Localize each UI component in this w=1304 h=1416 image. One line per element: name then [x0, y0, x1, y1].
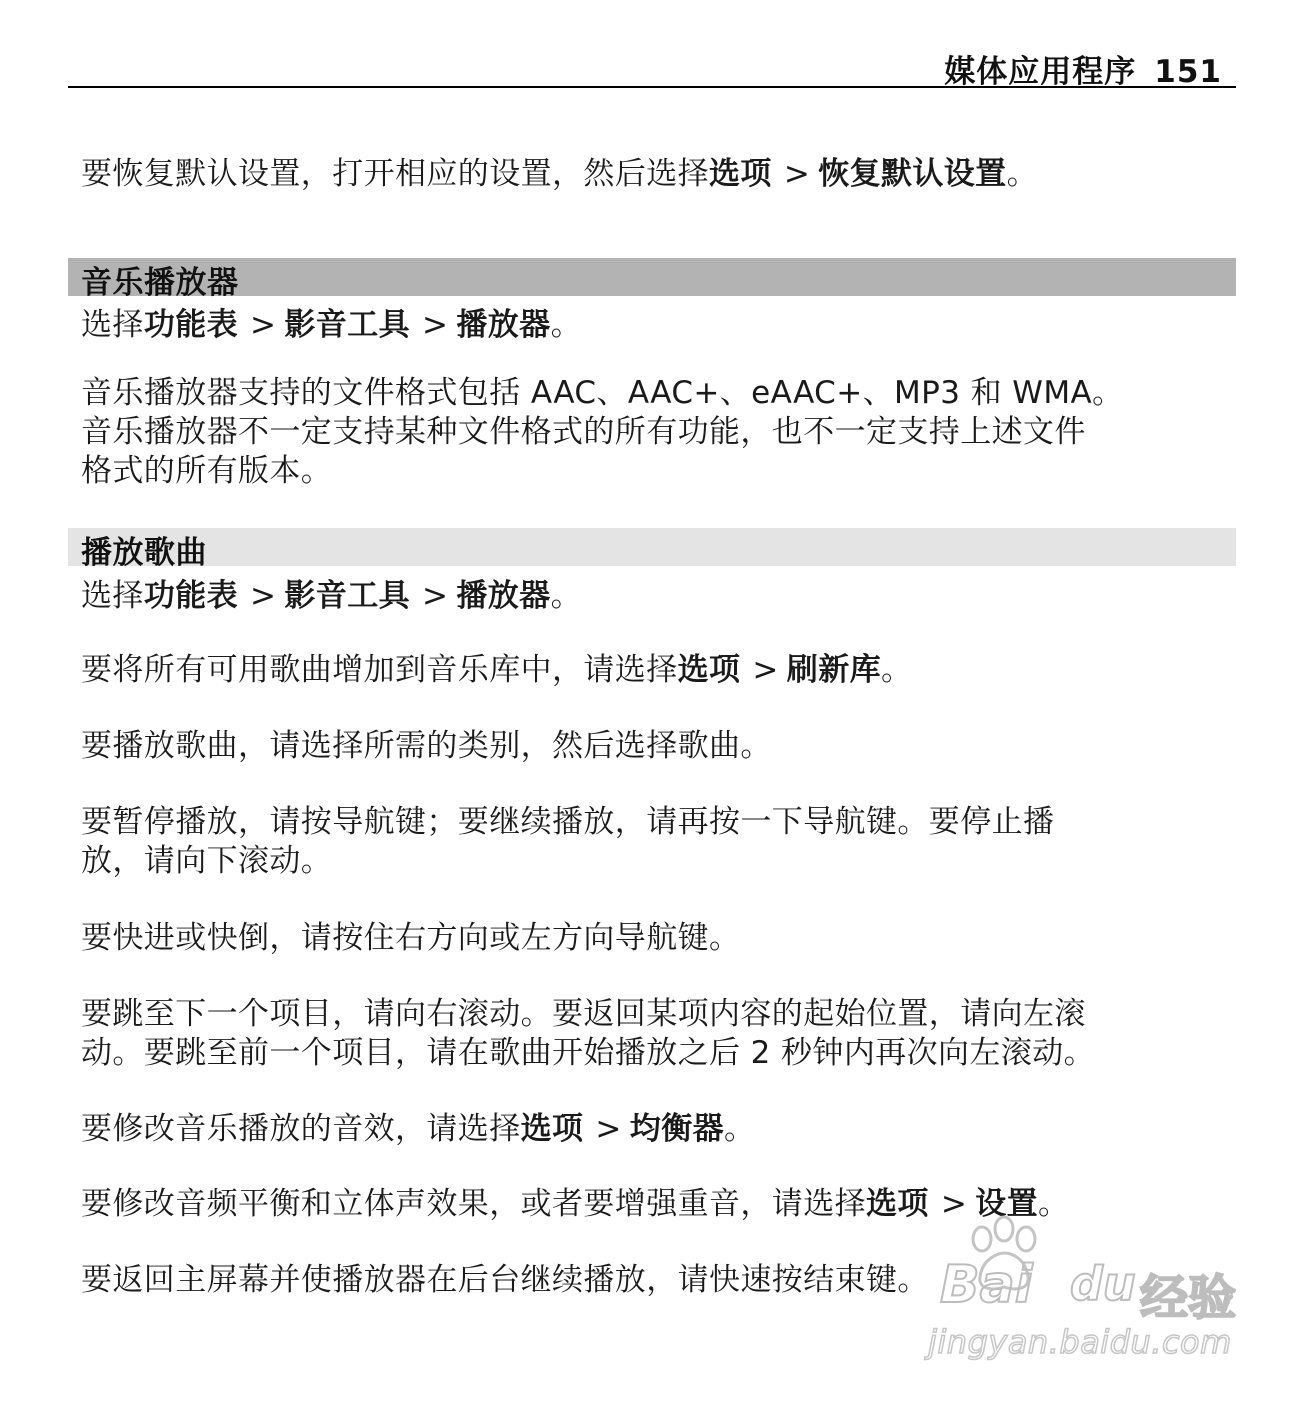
nav-end: 。	[550, 307, 582, 343]
background-play-paragraph	[81, 1261, 1231, 1300]
settings-separator: >	[940, 1186, 968, 1222]
eq-text: 要修改音乐播放的音效，请选择	[81, 1111, 521, 1147]
header-text	[944, 46, 1222, 91]
music-player-description	[81, 374, 1231, 491]
section-title: 播放歌曲	[81, 535, 207, 571]
desc-line: 音乐播放器支持的文件格式包括 AAC、AAC+、eAAC+、MP3 和 WMA。	[81, 375, 1124, 411]
pause-line: 放，请向下滚动。	[81, 843, 333, 879]
audio-settings-paragraph	[81, 1185, 1231, 1224]
pause-paragraph	[81, 803, 1231, 881]
refresh-separator: >	[752, 652, 779, 688]
intro-menu-options: 选项	[709, 156, 772, 192]
nav-menu: 功能表	[143, 307, 239, 343]
settings-end: 。	[1038, 1186, 1070, 1222]
nav-separator: >	[422, 307, 449, 343]
equalizer-paragraph	[81, 1110, 1231, 1149]
intro-separator: >	[783, 156, 811, 192]
settings-menu-options: 选项	[866, 1186, 929, 1222]
refresh-menu-options: 选项	[677, 652, 741, 688]
watermark-du: du	[1070, 1257, 1136, 1311]
section-heading-music-player	[68, 258, 1236, 301]
eq-separator: >	[595, 1111, 622, 1147]
page-number: 151	[1154, 54, 1222, 90]
section-heading-play-songs	[68, 528, 1236, 571]
nav-end: 。	[550, 578, 582, 614]
intro-paragraph	[81, 155, 1231, 194]
eq-menu-options: 选项	[520, 1111, 584, 1147]
settings-menu-settings: 设置	[975, 1186, 1038, 1222]
play-text: 要播放歌曲，请选择所需的类别，然后选择歌曲。	[81, 728, 772, 764]
nav-prefix: 选择	[81, 307, 144, 343]
skip-line: 要跳至下一个项目，请向右滚动。要返回某项内容的起始位置，请向左滚	[81, 996, 1086, 1032]
nav-media-tools: 影音工具	[284, 307, 410, 343]
desc-line: 格式的所有版本。	[81, 453, 333, 489]
nav-media-tools: 影音工具	[284, 578, 410, 614]
nav-separator: >	[422, 578, 449, 614]
intro-end: 。	[1006, 156, 1038, 192]
section-title: 音乐播放器	[81, 265, 239, 301]
nav-player: 播放器	[456, 307, 551, 343]
desc-line: 音乐播放器不一定支持某种文件格式的所有功能，也不一定支持上述文件	[81, 414, 1086, 450]
watermark-bai: Bai	[940, 1255, 1033, 1315]
nav-player: 播放器	[456, 578, 551, 614]
play-song-paragraph	[81, 727, 1231, 766]
refresh-menu-refresh-library: 刷新库	[786, 652, 881, 688]
fast-forward-paragraph	[81, 919, 1231, 958]
refresh-library-paragraph	[81, 651, 1231, 690]
ffrw-text: 要快进或快倒，请按住右方向或左方向导航键。	[81, 920, 741, 956]
background-text: 要返回主屏幕并使播放器在后台继续播放，请快速按结束键。	[81, 1262, 929, 1298]
watermark-url: jingyan.baidu.com	[928, 1323, 1232, 1361]
pause-line: 要暂停播放，请按导航键；要继续播放，请再按一下导航键。要停止播	[81, 804, 1055, 840]
intro-text: 要恢复默认设置，打开相应的设置，然后选择	[81, 156, 709, 192]
nav-menu: 功能表	[143, 578, 239, 614]
watermark-jingyan: 经验	[1140, 1270, 1237, 1326]
nav-separator: >	[250, 578, 277, 614]
intro-menu-restore-defaults: 恢复默认设置	[818, 156, 1007, 192]
eq-menu-equalizer: 均衡器	[629, 1111, 724, 1147]
nav-separator: >	[250, 307, 277, 343]
play-songs-nav	[81, 577, 1231, 616]
header-title: 媒体应用程序	[944, 54, 1137, 90]
eq-end: 。	[724, 1111, 756, 1147]
music-player-nav	[81, 306, 1231, 345]
refresh-text: 要将所有可用歌曲增加到音乐库中，请选择	[81, 652, 678, 688]
settings-text: 要修改音频平衡和立体声效果，或者要增强重音，请选择	[81, 1186, 866, 1222]
skip-paragraph	[81, 995, 1231, 1073]
nav-prefix: 选择	[81, 578, 144, 614]
refresh-end: 。	[881, 652, 913, 688]
skip-line: 动。要跳至前一个项目，请在歌曲开始播放之后 2 秒钟内再次向左滚动。	[81, 1035, 1096, 1071]
page-header	[68, 44, 1236, 88]
